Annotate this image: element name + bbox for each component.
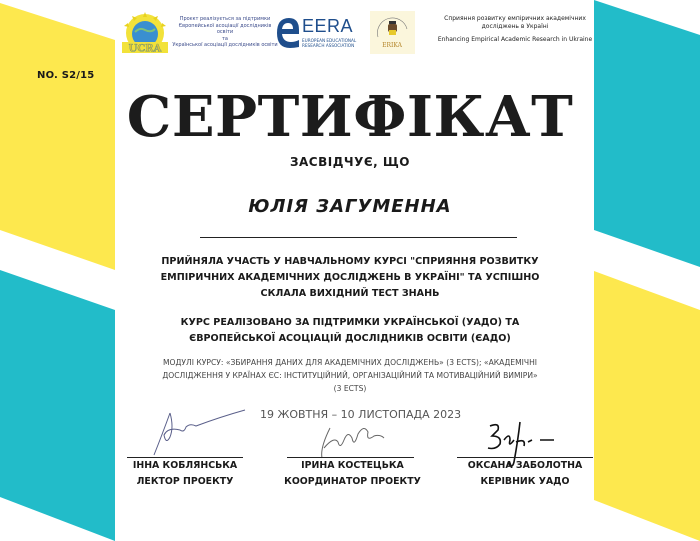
certificate-title: СЕРТИФІКАТ bbox=[126, 84, 574, 150]
signatory-3-name: ОКСАНА ЗАБОЛОТНА bbox=[467, 460, 583, 471]
signatory-3-role: КЕРІВНИК УАДО bbox=[480, 476, 570, 487]
name-underline bbox=[200, 237, 517, 238]
signatory-2-name: ІРИНА КОСТЕЦЬКА bbox=[301, 460, 404, 471]
signatory-2 bbox=[275, 458, 430, 490]
eera-logo bbox=[276, 14, 376, 52]
signature-1-icon bbox=[140, 405, 250, 460]
erika-logo bbox=[370, 11, 415, 54]
signatory-2-role: КООРДИНАТОР ПРОЕКТУ bbox=[284, 476, 421, 487]
signatory-3 bbox=[450, 458, 600, 490]
course-dates: 19 ЖОВТНЯ – 10 ЛИСТОПАДА 2023 bbox=[260, 408, 462, 421]
project-caption: Сприяння розвитку емпіричних академічних досліджень в Україні Enhancing Empirical Academic Research in Ukraine bbox=[437, 15, 593, 43]
eera-wordmark: EERA bbox=[302, 16, 354, 36]
teal-shape-bottom-left bbox=[0, 270, 115, 541]
recipient-name: ЮЛІЯ ЗАГУМЕННА bbox=[248, 196, 452, 217]
erika-owl-icon bbox=[370, 11, 415, 54]
logos-header bbox=[118, 8, 598, 56]
svg-text:UCRA: UCRA bbox=[128, 43, 162, 54]
certificate-number: NO. S2/15 bbox=[37, 70, 95, 81]
yellow-shape-bottom-right bbox=[594, 271, 700, 541]
signatory-1 bbox=[115, 458, 255, 490]
support-text: КУРС РЕАЛІЗОВАНО ЗА ПІДТРИМКИ УКРАЇНСЬКОЇ (УАДО) ТА ЄВРОПЕЙСЬКОЇ АСОЦІАЦІЙ ДОСЛІДНИКІВ ОСВІТИ (ЄАДО) bbox=[180, 317, 520, 344]
signature-2-icon bbox=[310, 418, 390, 460]
signatory-1-role: ЛЕКТОР ПРОЕКТУ bbox=[136, 476, 234, 487]
signatory-1-name: ІННА КОБЛЯНСЬКА bbox=[132, 460, 238, 471]
svg-text:ERIKA: ERIKA bbox=[382, 42, 402, 49]
certifies-label: ЗАСВІДЧУЄ, ЩО bbox=[289, 155, 411, 169]
eera-e-icon bbox=[276, 16, 300, 48]
ucra-logo-icon bbox=[120, 12, 170, 54]
modules-text: МОДУЛІ КУРСУ: «ЗБИРАННЯ ДАНИХ ДЛЯ АКАДЕМІЧНИХ ДОСЛІДЖЕНЬ» (3 ECTS); «АКАДЕМІЧНІ ДОСЛІДЖЕННЯ У КРАЇНАХ ЄС: ІНСТИТУЦІЙНИЙ, ОРГАНІЗАЦІЙНИЙ ТА МОТИВАЦІЙНИЙ ВИМІРИ» (3 ECTS) bbox=[162, 358, 538, 393]
eera-subtitle: EUROPEAN EDUCATIONAL RESEARCH ASSOCIATION bbox=[302, 38, 357, 48]
participation-text: ПРИЙНЯЛА УЧАСТЬ У НАВЧАЛЬНОМУ КУРСІ "СПРИЯННЯ РОЗВИТКУ ЕМПІРИЧНИХ АКАДЕМІЧНИХ ДОСЛІДЖЕНЬ В УКРАЇНІ" ТА УСПІШНО СКЛАЛА ВИХІДНИЙ ТЕСТ ЗНАНЬ bbox=[160, 256, 540, 299]
ucra-caption: Проєкт реалізується за підтримки Європейської асоціації дослідників освіти та Української асоціації дослідників освіти bbox=[172, 16, 278, 48]
